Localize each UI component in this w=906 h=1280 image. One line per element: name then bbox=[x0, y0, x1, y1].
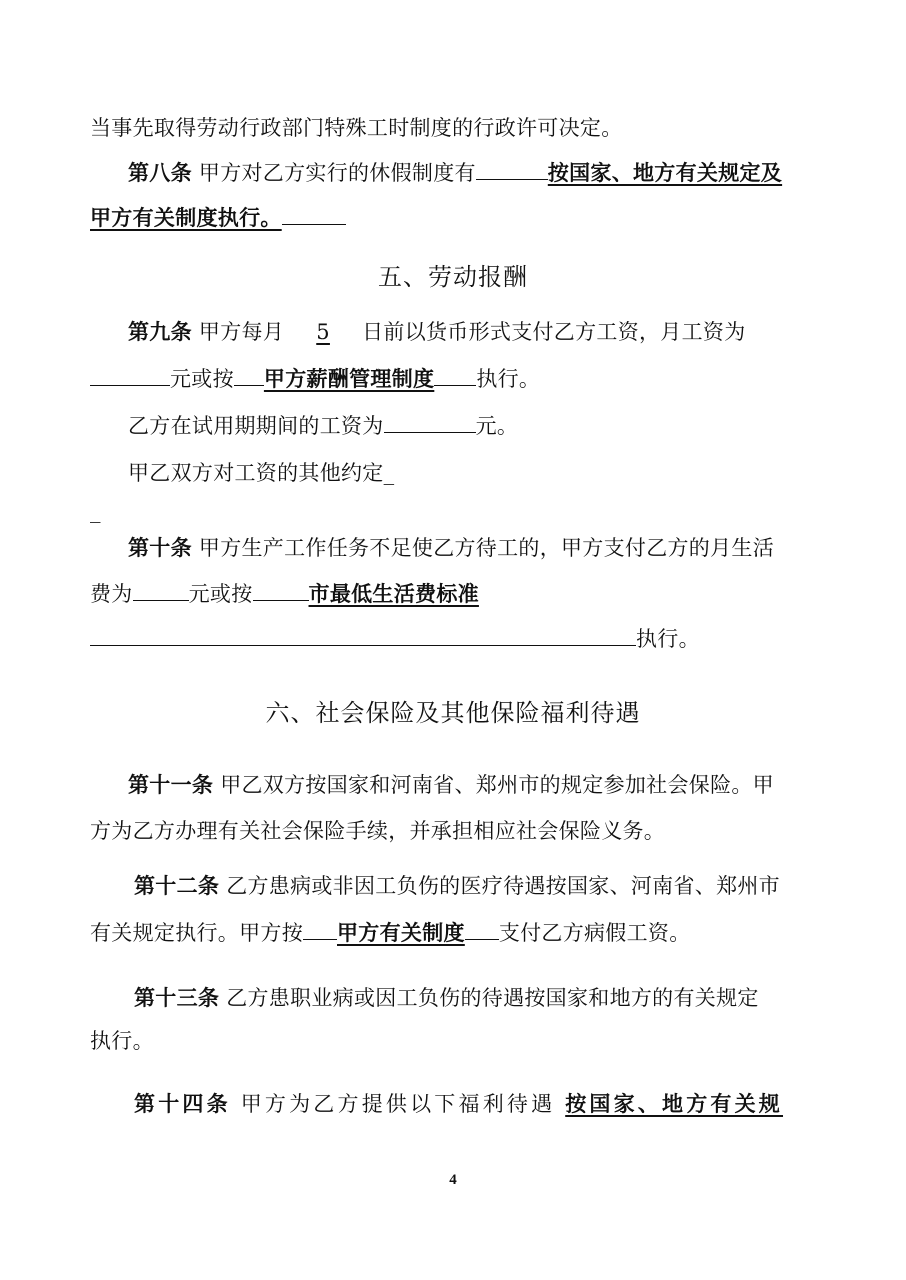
article-11-line-1 bbox=[128, 770, 774, 800]
filled-value: 甲方薪酬管理制度 bbox=[263, 367, 435, 391]
blank-line bbox=[384, 410, 476, 433]
article-label: 第十四条 bbox=[134, 1092, 231, 1116]
text: 乙方患职业病或因工负伤的待遇按国家和地方的有关规定 bbox=[226, 986, 759, 1010]
other-wage-line bbox=[128, 458, 394, 488]
filled-value: 按国家、地方有关规定及 bbox=[547, 161, 783, 185]
text: 甲方为乙方提供以下福利待遇 bbox=[240, 1092, 556, 1116]
article-13-line-2 bbox=[90, 1026, 154, 1056]
text: 有关规定执行。甲方按 bbox=[90, 921, 303, 945]
text: 乙方在试用期期间的工资为 bbox=[128, 414, 384, 438]
text: _ bbox=[90, 499, 101, 523]
text: 支付乙方病假工资。 bbox=[498, 921, 691, 945]
blank-line bbox=[90, 363, 170, 386]
text: 乙方患病或非因工负伤的医疗待遇按国家、河南省、郑州市 bbox=[226, 874, 780, 898]
article-10-line-3 bbox=[90, 623, 700, 654]
article-9-line-1 bbox=[128, 317, 746, 347]
blank-line bbox=[476, 157, 548, 180]
page-number: 4 bbox=[449, 1172, 457, 1188]
article-label: 第十二条 bbox=[134, 874, 220, 898]
article-10-line-2 bbox=[90, 578, 479, 609]
blank-line bbox=[303, 917, 337, 940]
filled-value: 甲方有关制度执行。 bbox=[90, 206, 282, 230]
article-label: 第十一条 bbox=[128, 773, 214, 797]
section-6-heading: 六、社会保险及其他保险福利待遇 bbox=[265, 699, 641, 727]
text: 甲乙双方对工资的其他约定_ bbox=[128, 461, 395, 485]
text: 方为乙方办理有关社会保险手续，并承担相应社会保险义务。 bbox=[90, 819, 666, 843]
text: 甲乙双方按国家和河南省、郑州市的规定参加社会保险。甲 bbox=[220, 773, 774, 797]
article-10-line-1 bbox=[128, 533, 774, 563]
article-12-line-1 bbox=[134, 871, 780, 901]
text: 甲方对乙方实行的休假制度有 bbox=[198, 161, 476, 185]
section-5-heading: 五、劳动报酬 bbox=[378, 263, 528, 291]
blank-line bbox=[90, 623, 636, 646]
blank-line bbox=[434, 363, 476, 386]
article-8-line-2 bbox=[90, 202, 346, 233]
text: 执行。 bbox=[476, 367, 541, 391]
probation-wage-line bbox=[128, 410, 518, 441]
article-12-line-2 bbox=[90, 917, 691, 948]
text: 甲方生产工作任务不足使乙方待工的，甲方支付乙方的月生活 bbox=[198, 536, 774, 560]
article-label: 第九条 bbox=[128, 320, 192, 344]
article-8-line-1 bbox=[128, 157, 782, 188]
text: 费为 bbox=[90, 582, 133, 606]
paragraph-line bbox=[90, 113, 623, 143]
text: 元。 bbox=[475, 414, 519, 438]
blank-line bbox=[282, 202, 346, 225]
blank-line bbox=[133, 578, 189, 601]
article-11-line-2 bbox=[90, 816, 665, 846]
filled-value: 5 bbox=[316, 320, 330, 344]
blank-line bbox=[234, 363, 264, 386]
blank-line bbox=[465, 917, 499, 940]
article-label: 第八条 bbox=[128, 161, 192, 185]
article-13-line-1 bbox=[134, 983, 759, 1013]
article-14-line-1 bbox=[134, 1089, 783, 1119]
article-label: 第十三条 bbox=[134, 986, 220, 1010]
text: 元或按 bbox=[170, 367, 234, 391]
article-9-line-2 bbox=[90, 363, 540, 394]
article-label: 第十条 bbox=[128, 536, 192, 560]
text: 甲方每月 bbox=[198, 320, 285, 344]
filled-value: 按国家、地方有关规 bbox=[565, 1092, 784, 1116]
blank-line bbox=[253, 578, 309, 601]
filled-value: 市最低生活费标准 bbox=[308, 582, 479, 606]
filled-value: 甲方有关制度 bbox=[337, 921, 465, 945]
text: 执行。 bbox=[636, 627, 700, 651]
stray-underscore-line bbox=[90, 496, 101, 526]
text: 当事先取得劳动行政部门特殊工时制度的行政许可决定。 bbox=[90, 116, 623, 140]
text: 元或按 bbox=[188, 582, 253, 606]
text: 日前以货币形式支付乙方工资，月工资为 bbox=[362, 320, 746, 344]
text: 执行。 bbox=[90, 1029, 154, 1053]
